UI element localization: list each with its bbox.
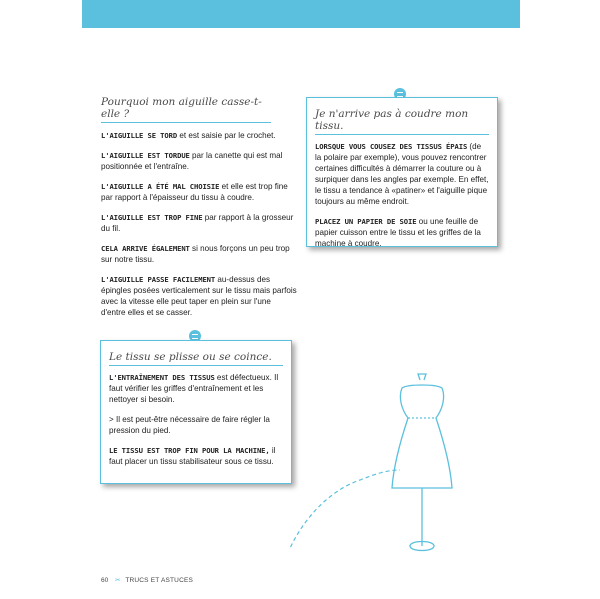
page-number: 60 xyxy=(101,577,109,584)
paragraph xyxy=(109,445,283,467)
paragraph-text: il faut placer un tissu stabilisateur sous ce tissu. xyxy=(109,446,276,466)
tip-box-fabric xyxy=(306,97,498,247)
tip-box-pleats-title: Le tissu se plisse ou se coince. xyxy=(109,351,283,366)
paragraph-text: si nous forçons un peu trop sur notre tissu. xyxy=(101,244,290,264)
paragraph-lead: L'AIGUILLE SE TORD xyxy=(101,131,178,140)
left-column-title: Pourquoi mon aiguille casse-t-elle ? xyxy=(101,96,271,123)
paragraph-lead: L'AIGUILLE EST TORDUE xyxy=(101,151,190,160)
left-column xyxy=(101,96,297,327)
tip-box-pleats-paragraphs xyxy=(109,372,283,467)
left-column-paragraphs xyxy=(101,130,297,318)
section-name: TRUCS ET ASTUCES xyxy=(125,577,194,584)
paragraph xyxy=(101,150,297,172)
paragraph xyxy=(101,243,297,265)
tip-box-fabric-paragraphs xyxy=(315,141,489,249)
paragraph-lead: CELA ARRIVE ÉGALEMENT xyxy=(101,244,190,253)
page-footer xyxy=(101,576,193,584)
paragraph xyxy=(101,212,297,234)
paragraph xyxy=(315,216,489,249)
paragraph xyxy=(101,274,297,318)
paragraph xyxy=(101,130,297,141)
paragraph-lead: LE TISSU EST TROP FIN POUR LA MACHINE, xyxy=(109,446,270,455)
paragraph-text: est défectueux. Il faut vérifier les griffes d'entraînement et les nettoyer si besoin. xyxy=(109,373,279,404)
tip-box-fabric-title: Je n'arrive pas à coudre mon tissu. xyxy=(315,108,489,135)
paragraph-lead: L'AIGUILLE A ÉTÉ MAL CHOISIE xyxy=(101,182,220,191)
paragraph-text: (de la polaire par exemple), vous pouvez rencontrer certaines difficultés à démarrer la couture ou à surpiquer dans les angles par exemple. En effet, le tissu a tendance à «patiner» et l'aiguille pique toujours au même endroit. xyxy=(315,142,489,206)
paragraph-text: > Il est peut-être nécessaire de faire régler la pression du pied. xyxy=(109,415,270,435)
paragraph-text: et elle est trop fine par rapport à l'épaisseur du tissu à coudre. xyxy=(101,182,288,202)
paragraph-lead: LORSQUE VOUS COUSEZ DES TISSUS ÉPAIS xyxy=(315,142,468,151)
paragraph-text: ou une feuille de papier cuisson entre le tissu et les griffes de la machine à coudre. xyxy=(315,217,481,248)
paragraph xyxy=(109,372,283,405)
scissors-icon: ✂ xyxy=(115,577,121,584)
paragraph-text: et est saisie par le crochet. xyxy=(177,131,276,140)
paragraph xyxy=(315,141,489,207)
paragraph-text: par rapport à la grosseur du fil. xyxy=(101,213,294,233)
paragraph-text: par la canette qui est mal positionnée et l'entraîne. xyxy=(101,151,283,171)
paragraph-lead: L'AIGUILLE EST TROP FINE xyxy=(101,213,203,222)
paragraph-lead: L'ENTRAÎNEMENT DES TISSUS xyxy=(109,373,215,382)
header-band-scalloped-edge xyxy=(82,22,520,34)
dress-form-illustration xyxy=(290,370,460,570)
paragraph-text: au-dessus des épingles posées verticalement sur le tissu mais parfois avec la vitesse elle peut taper en plein sur l'une d'entre elles et se casser. xyxy=(101,275,297,317)
paragraph xyxy=(101,181,297,203)
tip-box-pleats xyxy=(100,340,292,484)
paragraph-lead: PLACEZ UN PAPIER DE SOIE xyxy=(315,217,417,226)
paragraph xyxy=(109,414,283,436)
paragraph-lead: L'AIGUILLE PASSE FACILEMENT xyxy=(101,275,216,284)
